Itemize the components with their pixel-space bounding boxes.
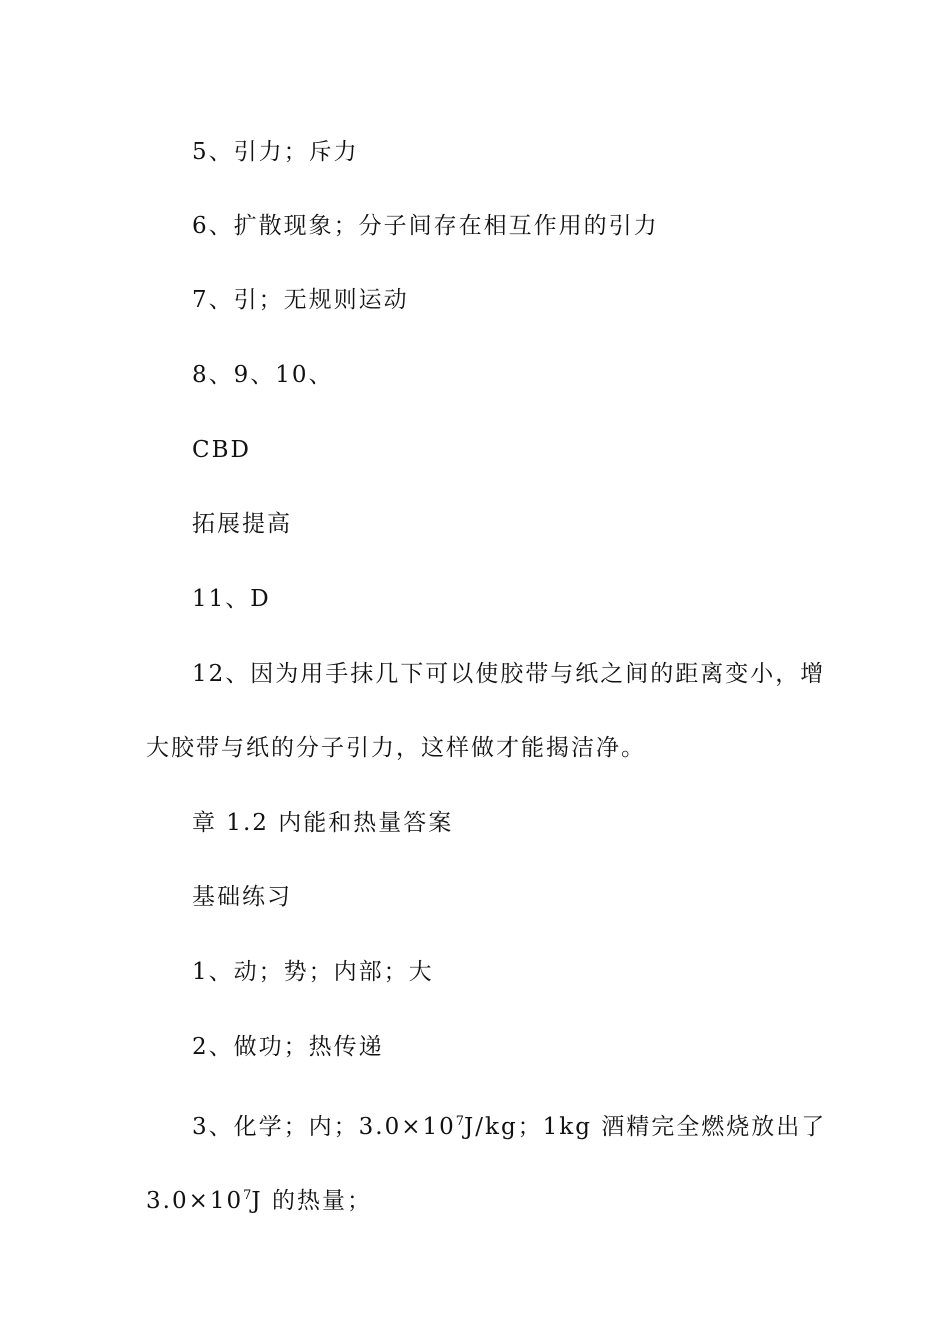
answer-line-3-continued: [146, 1181, 372, 1216]
section-heading-basic: 基础练习: [192, 884, 292, 910]
answer-line-12: 12、因为用手抹几下可以使胶带与纸之间的距离变小，增: [192, 661, 826, 687]
answer-line-3-exponent: 7: [455, 1114, 465, 1129]
section-heading-extension: 拓展提高: [192, 511, 292, 537]
answer-line-3-continued-start: 3.0×10: [146, 1188, 244, 1214]
answer-line-3-continued-end: J 的热量；: [251, 1188, 372, 1214]
answer-line-3-text-start: 3、化学；内；3.0×10: [192, 1114, 456, 1140]
answer-line-6: 6、扩散现象；分子间存在相互作用的引力: [192, 213, 659, 239]
answer-line-3-continued-exponent: 7: [243, 1188, 252, 1203]
answer-line-3-text-end: J/kg；1kg 酒精完全燃烧放出了: [464, 1114, 827, 1140]
answer-line-7: 7、引；无规则运动: [192, 287, 409, 313]
answer-line-2: 2、做功；热传递: [192, 1034, 384, 1060]
answer-line-cbd: CBD: [192, 437, 251, 463]
chapter-heading: 章 1.2 内能和热量答案: [192, 810, 454, 836]
answer-line-12-continued: 大胶带与纸的分子引力，这样做才能揭洁净。: [146, 735, 646, 761]
answer-line-11: 11、D: [192, 586, 271, 612]
answer-line-8-10: 8、9、10、: [192, 362, 334, 388]
answer-line-3: [192, 1107, 826, 1142]
answer-line-5: 5、引力；斥力: [192, 139, 359, 165]
answer-line-1: 1、动；势；内部；大: [192, 959, 434, 985]
